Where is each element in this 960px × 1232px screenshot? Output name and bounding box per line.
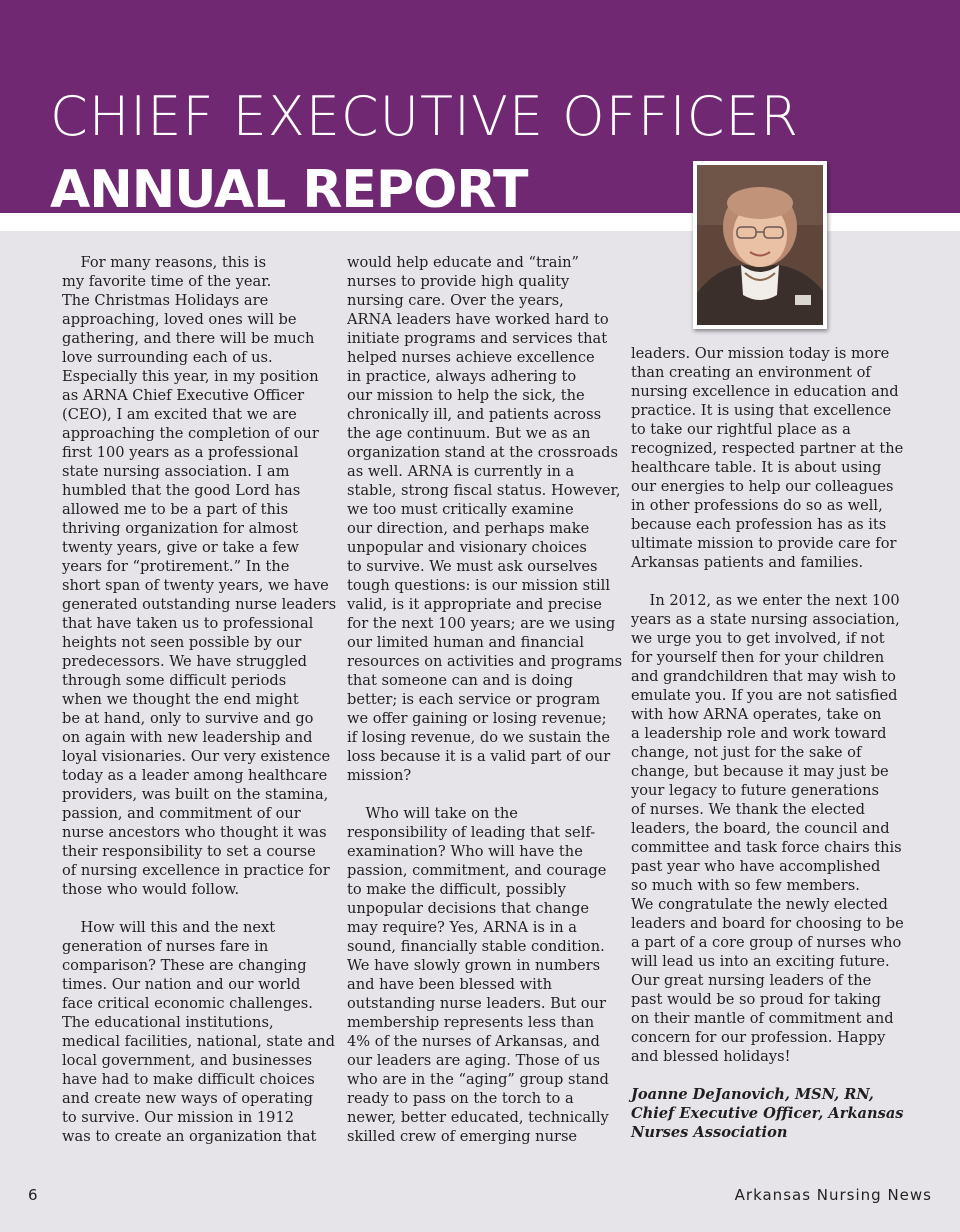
text-line: generation of nurses fare in xyxy=(62,938,269,955)
paragraph-break xyxy=(631,572,904,591)
text-line: valid, is it appropriate and precise xyxy=(347,596,602,613)
text-line: be at hand, only to survive and go xyxy=(62,710,314,727)
text-line: would help educate and “train” xyxy=(347,254,580,271)
text-line: of nursing excellence in practice for xyxy=(62,862,330,879)
text-line: 4% of the nurses of Arkansas, and xyxy=(347,1033,600,1050)
text-line: change, not just for the sake of xyxy=(631,744,862,761)
text-line: ready to pass on the torch to a xyxy=(347,1090,574,1107)
text-line: face critical economic challenges. xyxy=(62,995,313,1012)
author-photo-frame xyxy=(693,161,827,329)
text-line: may require? Yes, ARNA is in a xyxy=(347,919,577,936)
text-line: medical facilities, national, state and xyxy=(62,1033,335,1050)
article-column-1 xyxy=(62,253,336,1146)
text-line: ARNA leaders have worked hard to xyxy=(347,311,609,328)
text-line: heights not seen possible by our xyxy=(62,634,302,651)
text-line: so much with so few members. xyxy=(631,877,860,894)
text-line: We have slowly grown in numbers xyxy=(347,957,601,974)
text-line: passion, and commitment of our xyxy=(62,805,301,822)
text-line: For many reasons, this is xyxy=(62,254,267,271)
text-line: in practice, always adhering to xyxy=(347,368,577,385)
text-line: gathering, and there will be much xyxy=(62,330,315,347)
text-line: twenty years, give or take a few xyxy=(62,539,299,556)
text-line: loyal visionaries. Our very existence xyxy=(62,748,331,765)
text-line: your legacy to future generations xyxy=(631,782,879,799)
text-line: committee and task force chairs this xyxy=(631,839,902,856)
text-line: years for “protirement.” In the xyxy=(62,558,290,575)
paragraph-break xyxy=(631,1066,904,1085)
text-line: years as a state nursing association, xyxy=(631,611,900,628)
text-line: The Christmas Holidays are xyxy=(62,292,269,309)
text-line: we urge you to get involved, if not xyxy=(631,630,885,647)
text-line: helped nurses achieve excellence xyxy=(347,349,595,366)
text-line: passion, commitment, and courage xyxy=(347,862,607,879)
text-line: and blessed holidays! xyxy=(631,1048,791,1065)
text-line: skilled crew of emerging nurse xyxy=(347,1128,578,1145)
text-line: providers, was built on the stamina, xyxy=(62,786,329,803)
text-line: to survive. Our mission in 1912 xyxy=(62,1109,295,1126)
text-line: nursing excellence in education and xyxy=(631,383,899,400)
text-line: that have taken us to professional xyxy=(62,615,314,632)
text-line: that someone can and is doing xyxy=(347,672,574,689)
text-line: tough questions: is our mission still xyxy=(347,577,610,594)
paragraph-break xyxy=(62,899,336,918)
text-line: allowed me to be a part of this xyxy=(62,501,289,518)
text-line: and grandchildren that may wish to xyxy=(631,668,896,685)
text-line: will lead us into an exciting future. xyxy=(631,953,890,970)
text-line: stable, strong fiscal status. However, xyxy=(347,482,621,499)
text-line: leaders, the board, the council and xyxy=(631,820,890,837)
text-line: unpopular decisions that change xyxy=(347,900,590,917)
text-line: because each profession has as its xyxy=(631,516,887,533)
text-line: today as a leader among healthcare xyxy=(62,767,328,784)
signature-line: Nurses Association xyxy=(631,1124,788,1141)
publication-name: Arkansas Nursing News xyxy=(734,1186,932,1204)
text-line: we too must critically examine xyxy=(347,501,574,518)
text-line: recognized, respected partner at the xyxy=(631,440,904,457)
text-line: my favorite time of the year. xyxy=(62,273,272,290)
text-line: chronically ill, and patients across xyxy=(347,406,602,423)
text-line: The educational institutions, xyxy=(62,1014,274,1031)
text-line: generated outstanding nurse leaders xyxy=(62,596,337,613)
page-number: 6 xyxy=(28,1186,38,1204)
text-line: the age continuum. But we as an xyxy=(347,425,591,442)
text-line: How will this and the next xyxy=(62,919,276,936)
text-line: love surrounding each of us. xyxy=(62,349,273,366)
text-line: of nurses. We thank the elected xyxy=(631,801,865,818)
text-line: leaders. Our mission today is more xyxy=(631,345,890,362)
text-line: loss because it is a valid part of our xyxy=(347,748,611,765)
text-line: practice. It is using that excellence xyxy=(631,402,892,419)
text-line: emulate you. If you are not satisfied xyxy=(631,687,898,704)
text-line: We congratulate the newly elected xyxy=(631,896,888,913)
text-line: in other professions do so as well, xyxy=(631,497,883,514)
text-line: examination? Who will have the xyxy=(347,843,583,860)
text-line: newer, better educated, technically xyxy=(347,1109,609,1126)
paragraph-break xyxy=(347,785,622,804)
text-line: membership represents less than xyxy=(347,1014,595,1031)
text-line: as ARNA Chief Executive Officer xyxy=(62,387,305,404)
text-line: when we thought the end might xyxy=(62,691,299,708)
text-line: and create new ways of operating xyxy=(62,1090,313,1107)
text-line: sound, financially stable condition. xyxy=(347,938,605,955)
text-line: Arkansas patients and families. xyxy=(631,554,864,571)
text-line: our direction, and perhaps make xyxy=(347,520,590,537)
text-line: a leadership role and work toward xyxy=(631,725,887,742)
text-line: change, but because it may just be xyxy=(631,763,889,780)
text-line: times. Our nation and our world xyxy=(62,976,301,993)
text-line: humbled that the good Lord has xyxy=(62,482,301,499)
text-line: comparison? These are changing xyxy=(62,957,307,974)
text-line: In 2012, as we enter the next 100 xyxy=(631,592,900,609)
text-line: responsibility of leading that self- xyxy=(347,824,596,841)
text-line: nursing care. Over the years, xyxy=(347,292,564,309)
text-line: if losing revenue, do we sustain the xyxy=(347,729,610,746)
text-line: unpopular and visionary choices xyxy=(347,539,587,556)
text-line: who are in the “aging” group stand xyxy=(347,1071,609,1088)
text-line: and have been blessed with xyxy=(347,976,553,993)
text-line: nurse ancestors who thought it was xyxy=(62,824,327,841)
text-line: have had to make difficult choices xyxy=(62,1071,315,1088)
text-line: to survive. We must ask ourselves xyxy=(347,558,598,575)
text-line: short span of twenty years, we have xyxy=(62,577,329,594)
article-column-2 xyxy=(347,253,622,1146)
text-line: outstanding nurse leaders. But our xyxy=(347,995,606,1012)
text-line: those who would follow. xyxy=(62,881,240,898)
text-line: predecessors. We have struggled xyxy=(62,653,308,670)
text-line: as well. ARNA is currently in a xyxy=(347,463,575,480)
text-line: healthcare table. It is about using xyxy=(631,459,882,476)
signature-line: Joanne DeJanovich, MSN, RN, xyxy=(631,1086,874,1103)
text-line: our mission to help the sick, the xyxy=(347,387,585,404)
signature-line: Chief Executive Officer, Arkansas xyxy=(631,1105,904,1122)
page-title: CHIEF EXECUTIVE OFFICER xyxy=(50,85,800,148)
text-line: past would be so proud for taking xyxy=(631,991,881,1008)
text-line: thriving organization for almost xyxy=(62,520,298,537)
text-line: for yourself then for your children xyxy=(631,649,885,666)
text-line: was to create an organization that xyxy=(62,1128,317,1145)
text-line: we offer gaining or losing revenue; xyxy=(347,710,607,727)
text-line: Who will take on the xyxy=(347,805,518,822)
text-line: first 100 years as a professional xyxy=(62,444,299,461)
text-line: than creating an environment of xyxy=(631,364,871,381)
text-line: Our great nursing leaders of the xyxy=(631,972,872,989)
text-line: nurses to provide high quality xyxy=(347,273,570,290)
text-line: our limited human and financial xyxy=(347,634,585,651)
text-line: on their mantle of commitment and xyxy=(631,1010,894,1027)
text-line: ultimate mission to provide care for xyxy=(631,535,897,552)
page-subtitle: ANNUAL REPORT xyxy=(50,160,528,220)
text-line: with how ARNA operates, take on xyxy=(631,706,882,723)
text-line: Especially this year, in my position xyxy=(62,368,319,385)
text-line: concern for our profession. Happy xyxy=(631,1029,886,1046)
text-line: mission? xyxy=(347,767,412,784)
text-line: on again with new leadership and xyxy=(62,729,313,746)
text-line: local government, and businesses xyxy=(62,1052,313,1069)
text-line: approaching the completion of our xyxy=(62,425,319,442)
text-line: to take our rightful place as a xyxy=(631,421,851,438)
article-column-3 xyxy=(631,344,904,1142)
text-line: past year who have accomplished xyxy=(631,858,881,875)
text-line: organization stand at the crossroads xyxy=(347,444,619,461)
author-portrait-image xyxy=(697,165,823,325)
text-line: approaching, loved ones will be xyxy=(62,311,297,328)
text-line: their responsibility to set a course xyxy=(62,843,316,860)
text-line: a part of a core group of nurses who xyxy=(631,934,902,951)
text-line: initiate programs and services that xyxy=(347,330,608,347)
text-line: better; is each service or program xyxy=(347,691,601,708)
text-line: our energies to help our colleagues xyxy=(631,478,894,495)
text-line: through some difficult periods xyxy=(62,672,287,689)
text-line: state nursing association. I am xyxy=(62,463,290,480)
text-line: leaders and board for choosing to be xyxy=(631,915,904,932)
text-line: (CEO), I am excited that we are xyxy=(62,406,297,423)
text-line: our leaders are aging. Those of us xyxy=(347,1052,600,1069)
author-photo xyxy=(697,165,823,325)
text-line: for the next 100 years; are we using xyxy=(347,615,616,632)
text-line: to make the difficult, possibly xyxy=(347,881,566,898)
text-line: resources on activities and programs xyxy=(347,653,623,670)
